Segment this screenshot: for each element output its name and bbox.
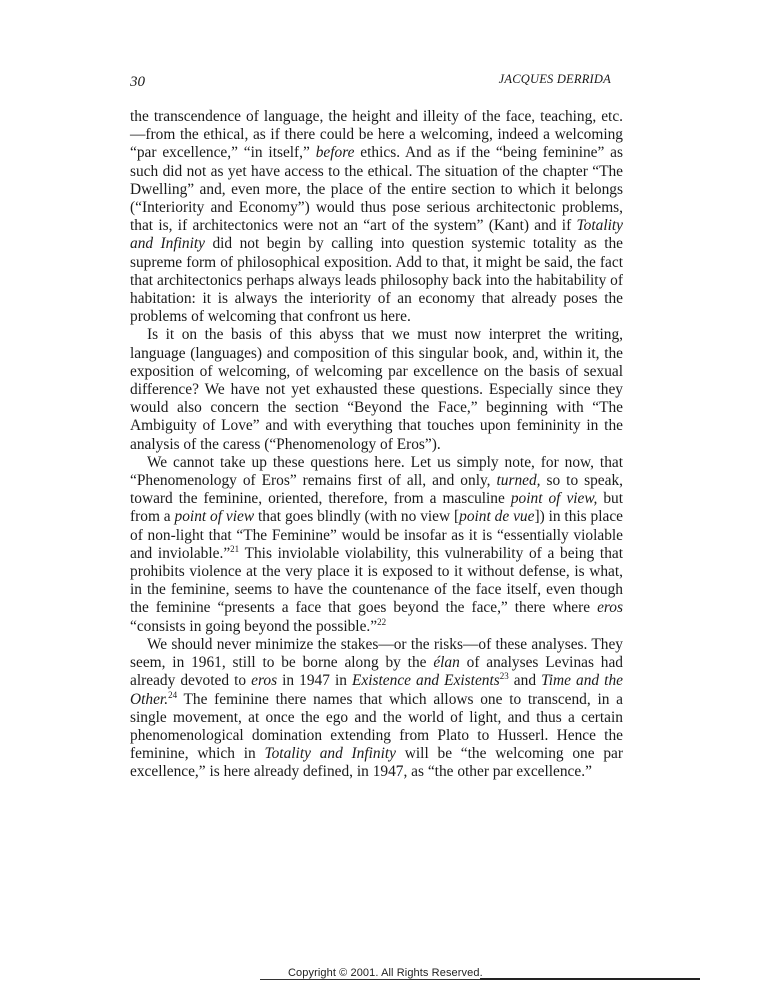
italic-text: point of view, — [510, 490, 598, 508]
italic-text: point of view — [174, 508, 255, 526]
italic-text: turned, — [496, 472, 541, 490]
footnote-ref: 24 — [168, 689, 178, 700]
text-run: so to speak, toward the feminine, oriented, therefore, from a masculine — [130, 472, 623, 508]
paragraph — [130, 108, 623, 326]
text-block — [130, 108, 623, 782]
text-run: did not begin by calling into question systemic totality as the supreme form of philosophical exposition. Add to that, it might be said, the fact that architectonics perhaps always leads philosophy back into the habitability of habitation: it is always the interiority of an economy that already poses the problems of welcoming that confront us here. — [130, 235, 623, 326]
italic-text: eros — [597, 599, 623, 617]
italic-text: Time and the Other. — [130, 672, 623, 708]
italic-text: Totality and Infinity — [264, 745, 397, 763]
paragraph — [130, 326, 623, 453]
text-run: will be “the welcoming one par excellence,” is here already defined, in 1947, as “the other par excellence.” — [130, 745, 623, 781]
paragraph — [130, 454, 623, 636]
text-run: that goes blindly (with no view [ — [254, 508, 460, 526]
paragraph — [130, 636, 623, 782]
italic-text: eros — [251, 672, 278, 690]
text-run: ethics. And as if the “being feminine” as such did not as yet have access to the ethical. The situation of the chapter “The Dwelling” and, even more, the place of the entire section to which it belongs (“Interiority and Economy”) would thus pose serious architectonic problems, that is, if architectonics were not an “art of the system” (Kant) and if — [130, 144, 623, 235]
text-run: The feminine there names that which allows one to transcend, in a single movement, at once the ego and the world of light, and thus a certain phenomenological domination extending from Plato to Husserl. Hence the feminine, which in — [130, 690, 623, 763]
text-run: and — [508, 672, 542, 690]
italic-text: point de vue — [459, 508, 535, 526]
page-number: 30 — [130, 74, 145, 90]
text-run: of analyses Levinas had already devoted to — [130, 654, 623, 690]
italic-text: Existence and Existents — [352, 672, 500, 690]
running-head: JACQUES DERRIDA — [498, 72, 611, 86]
text-run: ]) in this place of non-light that “The Feminine” would be insofar as it is “essentially violable and inviolable.” — [130, 508, 624, 562]
copyright-notice: Copyright © 2001. All Rights Reserved. — [288, 967, 483, 979]
text-run: This inviolable violability, this vulnerability of a being that prohibits violence at the very place it is exposed to it without defense, is what, in the feminine, seems to have the countenance of the face itself, even though the feminine “presents a face that goes beyond the face,” there where — [130, 544, 624, 617]
italic-text: before — [315, 144, 355, 162]
text-run: the transcendence of language, the height and illeity of the face, teaching, etc.—from the ethical, as if there could be here a welcoming, indeed a welcoming “par excellence,” “in itself,” — [130, 108, 623, 162]
italic-text: Totality and Infinity — [130, 217, 623, 253]
footnote-ref: 23 — [499, 671, 509, 682]
text-run: but from a — [130, 490, 624, 526]
text-run: Is it on the basis of this abyss that we must now interpret the writing, language (languages) and composition of this singular book, and, within it, the exposition of welcoming, of welcoming par excellence on the basis of sexual difference? We have not yet exhausted these questions. Especially since they would also concern the section “Beyond the Face,” beginning with “The Ambiguity of Love” and with everything that touches upon femininity in the analysis of the caress (“Phenomenology of Eros”). — [130, 326, 623, 453]
text-run: We should never minimize the stakes—or the risks—of these analyses. They seem, in 1961, still to be borne along by the — [130, 635, 623, 672]
text-run: We cannot take up these questions here. Let us simply note, for now, that “Phenomenology of Eros” remains first of all, and only, — [130, 453, 623, 490]
footnote-ref: 22 — [377, 616, 387, 627]
footer-rule-thick — [480, 978, 700, 980]
text-run: “consists in going beyond the possible.” — [130, 617, 378, 635]
text-run: in 1947 in — [277, 672, 353, 690]
footnote-ref: 21 — [230, 543, 240, 554]
italic-text: élan — [433, 654, 460, 672]
